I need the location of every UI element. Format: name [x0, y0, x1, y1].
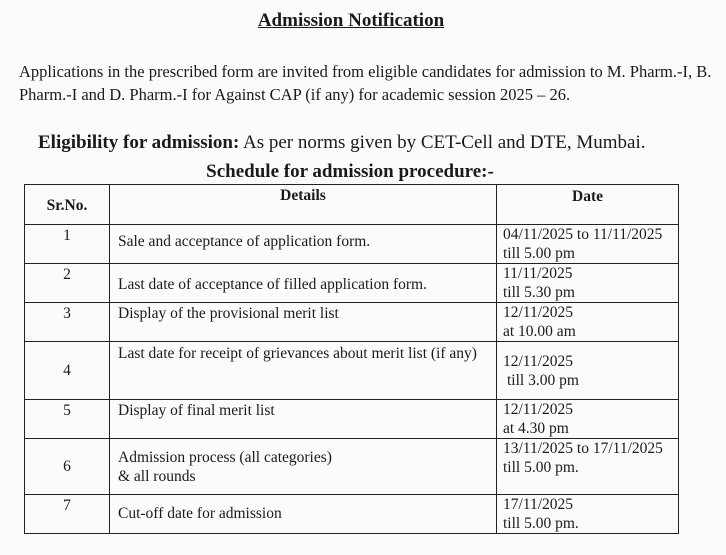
row-details-line1: Admission process (all categories) [118, 448, 332, 466]
table-header-row [25, 185, 679, 225]
row-date-line1: 17/11/2025 [503, 496, 574, 513]
row-date-line2: till 5.00 pm. [503, 515, 579, 532]
table-row [25, 400, 679, 439]
header-date: Date [497, 185, 679, 225]
row-date-line1: 12/11/2025 [503, 304, 574, 321]
header-sr-no: Sr.No. [25, 185, 110, 225]
row-date [497, 303, 679, 342]
row-date-line1: 04/11/2025 to 11/11/2025 [503, 226, 663, 243]
eligibility-text: As per norms given by CET-Cell and DTE, Mumbai. [243, 132, 646, 153]
row-date-line2: at 10.00 am [503, 323, 576, 340]
row-date-line1: 12/11/2025 [503, 352, 574, 370]
table-row [25, 439, 679, 495]
row-date [497, 439, 679, 495]
row-date-line2: at 4.30 pm [503, 420, 569, 437]
row-date-line1: 11/11/2025 [503, 265, 573, 282]
table-row [25, 342, 679, 400]
row-date-line2: till 5.00 pm [503, 245, 575, 262]
row-date [497, 342, 679, 400]
row-sr: 7 [25, 495, 110, 534]
row-date [497, 400, 679, 439]
row-date [497, 495, 679, 534]
table-row [25, 495, 679, 534]
schedule-table [24, 184, 679, 534]
schedule-title: Schedule for admission procedure:- [206, 161, 494, 182]
table-row [25, 264, 679, 303]
row-date-line1: 13/11/2025 to 17/11/2025 [503, 440, 663, 457]
row-details: Cut-off date for admission [110, 495, 497, 534]
row-date-line2: till 5.30 pm [503, 284, 575, 301]
table-row [25, 225, 679, 264]
eligibility-label: Eligibility for admission: [38, 132, 240, 153]
row-sr: 6 [25, 439, 110, 495]
row-date-line2: till 3.00 pm [507, 371, 579, 389]
row-date [497, 264, 679, 303]
table-row [25, 303, 679, 342]
row-date [497, 225, 679, 264]
eligibility-line [38, 132, 718, 154]
row-sr: 5 [25, 400, 110, 439]
row-details: Last date for receipt of grievances about merit list (if any) [110, 342, 497, 400]
row-sr: 3 [25, 303, 110, 342]
row-date-line1: 12/11/2025 [503, 401, 574, 418]
row-details: Sale and acceptance of application form. [110, 225, 497, 264]
page-title: Admission Notification [257, 10, 445, 31]
row-details [110, 439, 497, 495]
row-sr: 4 [25, 342, 110, 400]
header-details: Details [110, 185, 497, 225]
row-details-line2: & all rounds [118, 467, 196, 485]
row-sr: 2 [25, 264, 110, 303]
row-details: Display of final merit list [110, 400, 497, 439]
row-sr: 1 [25, 225, 110, 264]
row-details: Display of the provisional merit list [110, 303, 497, 342]
intro-paragraph: Applications in the prescribed form are invited from eligible candidates for admission to M. Pharm.-I, B. Pharm.-I and D. Pharm.-I for Against CAP (if any) for academic session 2025 – 26. [19, 62, 712, 104]
row-date-line2: till 5.00 pm. [503, 459, 579, 476]
row-details: Last date of acceptance of filled application form. [110, 264, 497, 303]
